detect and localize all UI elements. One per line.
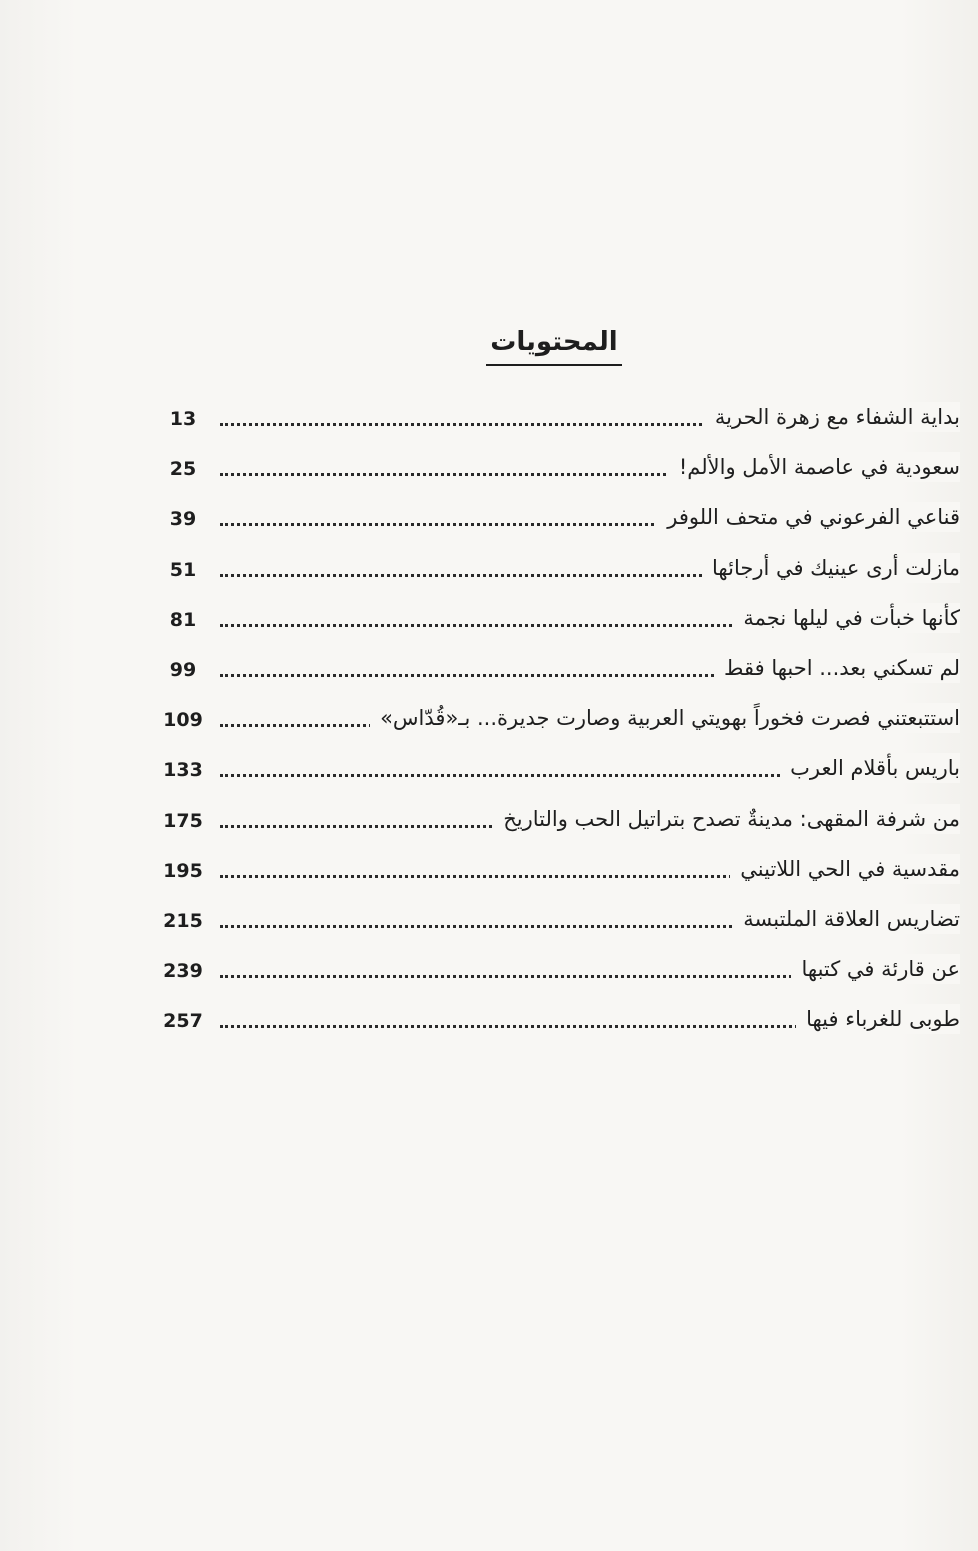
toc-entry [160,747,960,797]
toc-entry-title: لم تسكني بعد... احبها فقط [714,653,960,683]
toc-entry-title: مازلت أرى عينيك في أرجائها [702,553,960,583]
toc-entry-title: من شرفة المقهى: مدينةٌ تصدح بتراتيل الحب والتاريخ [493,804,960,834]
toc-entry-page: 215 [163,909,203,932]
toc-entry [160,697,960,747]
toc-entry [160,998,960,1048]
toc-entry-page: 257 [163,1010,203,1033]
toc-entry-page: 195 [163,859,203,882]
toc-heading [0,322,978,366]
toc-entry-page: 51 [169,558,197,581]
toc-entry-title: عن قارئة في كتبها [791,954,960,984]
toc-entry-page: 81 [169,608,197,631]
toc-entry [160,597,960,647]
toc-entry-title: كأنها خبأت في ليلها نجمة [733,603,960,633]
toc-entry [160,547,960,597]
toc-entry [160,496,960,546]
toc-entry-title: استتبعتني فصرت فخوراً بهويتي العربية وصارت جديرة... بـ«قُدّاس» [370,703,960,733]
toc-entry [160,446,960,496]
toc-entry-page: 109 [163,709,203,732]
toc-entry-page: 239 [163,960,203,983]
toc-entry [160,898,960,948]
toc-entry [160,948,960,998]
toc-entry-title: طوبى للغرباء فيها [796,1004,960,1034]
toc-heading-text: المحتويات [486,322,621,366]
toc-entry-page: 13 [169,408,197,430]
toc-entry-page: 39 [169,508,197,531]
toc-entry-title: سعودية في عاصمة الأمل والألم! [669,452,960,482]
toc-entry-page: 25 [169,458,197,481]
toc-entry-title: باريس بأقلام العرب [780,753,960,783]
toc-entry [160,848,960,898]
toc-entry [160,396,960,446]
toc-entry-title: بداية الشفاء مع زهرة الحرية [705,402,960,432]
toc-entry [160,647,960,697]
toc-list [160,396,960,1048]
toc-entry-page: 133 [163,759,203,782]
toc-entry-title: قناعي الفرعوني في متحف اللوفر [657,502,960,532]
toc-entry [160,798,960,848]
toc-entry-title: تضاريس العلاقة الملتبسة [733,904,960,934]
toc-entry-page: 99 [169,658,197,681]
toc-entry-title: مقدسية في الحي اللاتيني [730,854,960,884]
toc-entry-page: 175 [163,809,203,832]
